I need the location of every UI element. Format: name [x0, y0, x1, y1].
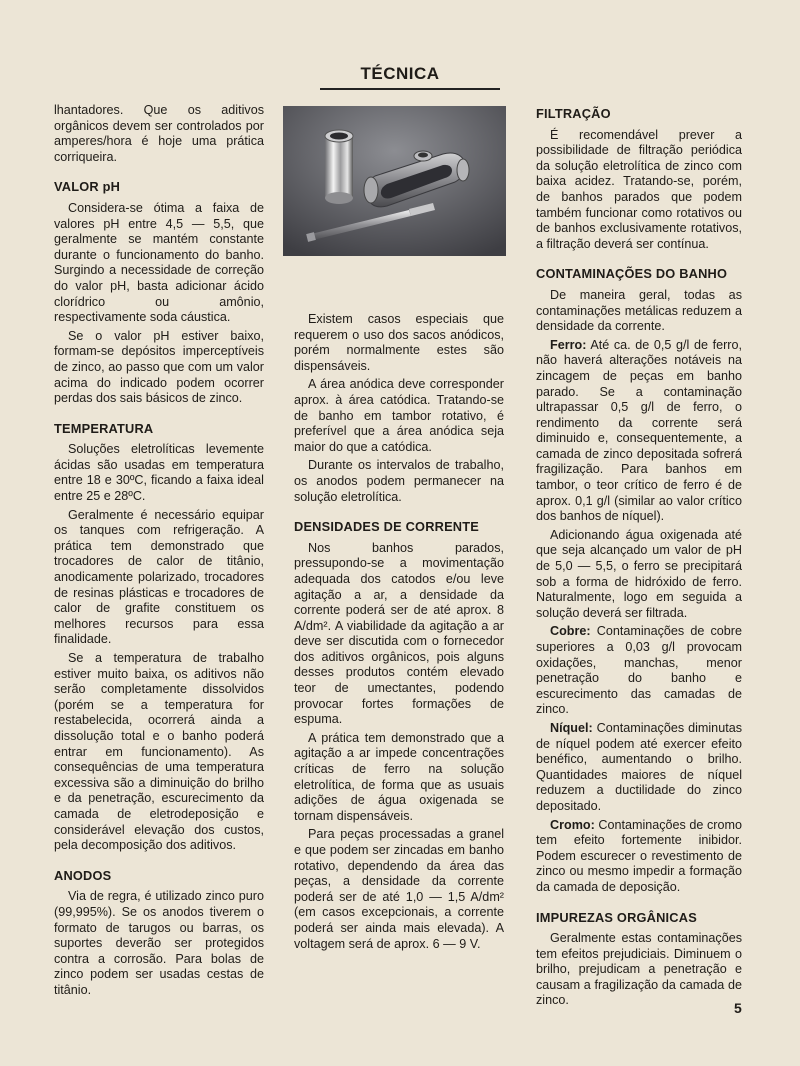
- paragraph: Nos banhos parados, pressupondo-se a movimentação adequada dos catodos e/ou leve agitação a ar, a densidade da corrente poderá ser de até aprox. 8 A/dm². A viabilidade da agitação a ar deve ser discutida com o fornecedor dos aditivos orgânicos, pois alguns desses produtos contém elevado teor de umectantes, podendo provocar fortes formações de espuma.: [294, 540, 504, 727]
- column-3: [536, 106, 742, 1012]
- paragraph: Se o valor pH estiver baixo, formam-se depósitos imperceptíveis de zinco, ao passo que com um valor acima do indicado podem ocorrer perdas dos sais básicos de zinco.: [54, 328, 264, 406]
- heading-contaminacoes-do-banho: CONTAMINAÇÕES DO BANHO: [536, 266, 728, 282]
- heading-filtracao: FILTRAÇÃO: [536, 106, 611, 121]
- paragraph-cromo: [536, 818, 742, 896]
- paragraph: Geralmente é necessário equipar os tanques com refrigeração. A prática tem demonstrado que trocadores de calor de titânio, anodicamente polarizado, trocadores de resinas plásticas e trocadores de calor de grafite constituem os melhores recursos para essa finalidade.: [54, 507, 264, 647]
- paragraph: A área anódica deve corresponder aprox. à área catódica. Tratando-se de banho em tambor rotativo, é preferível que a área anódica seja maior do que a catódica.: [294, 377, 504, 454]
- paragraph: Adicionando água oxigenada até que seja alcançado um valor de pH de 5,0 — 5,5, o ferro se precipitará sob a forma de hidróxido de ferro. Naturalmente, logo em seguida a solução deverá ser filtrada.: [536, 527, 742, 620]
- paragraph: Existem casos especiais que requerem o uso dos sacos anódicos, porém normalmente estes são dispensáveis.: [294, 312, 504, 373]
- paragraph-ferro: [536, 338, 742, 525]
- paragraph: Durante os intervalos de trabalho, os anodos podem permanecer na solução eletrolítica.: [294, 458, 504, 504]
- text-cobre: Contaminações de cobre superiores a 0,03 g/l provocam oxidações, manchas, menor penetração do banho e escurecimento das camadas de zinco.: [536, 624, 742, 717]
- paragraph-cobre: [536, 624, 742, 718]
- header-rule: [320, 88, 500, 90]
- lead-ferro: Ferro:: [550, 337, 587, 352]
- paragraph: Considera-se ótima a faixa de valores pH entre 4,5 — 5,5, que geralmente se mantém constante durante o funcionamento do banho. Surgindo a necessidade de correção do valor pH, basta adicionar ácido clorídrico ou amônio, respectivamente soda cáustica.: [54, 200, 264, 325]
- paragraph: É recomendável prever a possibilidade de filtração periódica da solução eletrolítica de zinco com baixa acidez. Tratando-se, porém, de banhos parados que podem também funcionar como rotativos ou de banhos exclusivamente rotativos, a filtração deverá ser contínua.: [536, 127, 742, 251]
- column-2: [294, 312, 504, 955]
- heading-densidades-de-corrente: DENSIDADES DE CORRENTE: [294, 519, 479, 535]
- page-header: [0, 64, 800, 84]
- lead-niquel: Níquel:: [550, 720, 593, 735]
- column-1: [54, 103, 264, 1001]
- paragraph: De maneira geral, todas as contaminações metálicas reduzem a densidade da corrente.: [536, 287, 742, 334]
- text-cromo: Contaminações de cromo tem efeito fortemente inibidor. Podem escurecer o revestimento de zinco ou mesmo impedir a formação da camada de deposição.: [536, 817, 742, 894]
- paragraph: A prática tem demonstrado que a agitação a ar impede concentrações críticas de ferro na solução eletrolítica, de forma que as usuais adições de água oxigenada se tornam dispensáveis.: [294, 730, 504, 823]
- section-title: TÉCNICA: [360, 64, 440, 83]
- paragraph-niquel: [536, 721, 742, 815]
- lead-cromo: Cromo:: [550, 817, 595, 832]
- text-niquel: Contaminações diminutas de níquel podem até exercer efeito benéfico, aumentando o brilho. Quantidades maiores de níquel reduzem a ductilidade do zinco depositado.: [536, 720, 742, 813]
- intro-paragraph: lhantadores. Que os aditivos orgânicos devem ser controlados por amperes/hora é hoje uma prática corriqueira.: [54, 103, 264, 164]
- heading-anodos: ANODOS: [54, 867, 112, 883]
- zinc-parts-photo-icon: [283, 106, 506, 256]
- heading-valor-ph: VALOR pH: [54, 179, 121, 195]
- paragraph: Geralmente estas contaminações tem efeitos prejudiciais. Diminuem o brilho, prejudicam a penetração e causam a fragilização da camada de zinco.: [536, 931, 742, 1008]
- paragraph: Via de regra, é utilizado zinco puro (99,995%). Se os anodos tiverem o formato de tarugos ou barras, os suportes deverão ser protegidos contra a corrosão. Para bolas de zinco podem ser usadas cestas de titânio.: [54, 889, 264, 997]
- heading-temperatura: TEMPERATURA: [54, 420, 154, 436]
- heading-impurezas-organicas: IMPUREZAS ORGÂNICAS: [536, 909, 697, 925]
- paragraph: Soluções eletrolíticas levemente ácidas são usadas em temperatura entre 18 e 30ºC, ficando a faixa ideal entre 25 e 28ºC.: [54, 442, 264, 504]
- paragraph: Se a temperatura de trabalho estiver muito baixa, os aditivos não serão completamente dissolvidos (porém se a temperatura for restabelecida, ocorrerá ainda a dissolução total e o banho poderá entrar em funcionamento). As consequências de uma temperatura excessiva são a diminuição do brilho e da penetração, escurecimento da camada de eletrodeposição e considerável elevação dos custos, pela decomposição dos aditivos.: [54, 651, 264, 853]
- page-number: 5: [734, 1000, 742, 1016]
- text-ferro: Até ca. de 0,5 g/l de ferro, não haverá alterações notáveis na zincagem de peças em banho parado. Se a contaminação ultrapassar 0,5 g/l de ferro, o rendimento da corrente será diminuido e, consequentemente, a camada de zinco depositada sofrerá fragilização. Para banhos em tambor, o teor crítico de ferro é de aprox. 0,1 g/l (similar ao valor crítico dos banhos de níquel).: [536, 337, 742, 524]
- product-photo: [283, 106, 506, 256]
- lead-cobre: Cobre:: [550, 624, 591, 639]
- paragraph: Para peças processadas a granel e que podem ser zincadas em banho rotativo, dependendo da área das peças, a densidade da corrente poderá ser de até 1,0 — 1,5 A/dm² (em casos excepcionais, a corrente poderá ser ainda mais elevada). A voltagem será de aprox. 6 — 9 V.: [294, 827, 504, 951]
